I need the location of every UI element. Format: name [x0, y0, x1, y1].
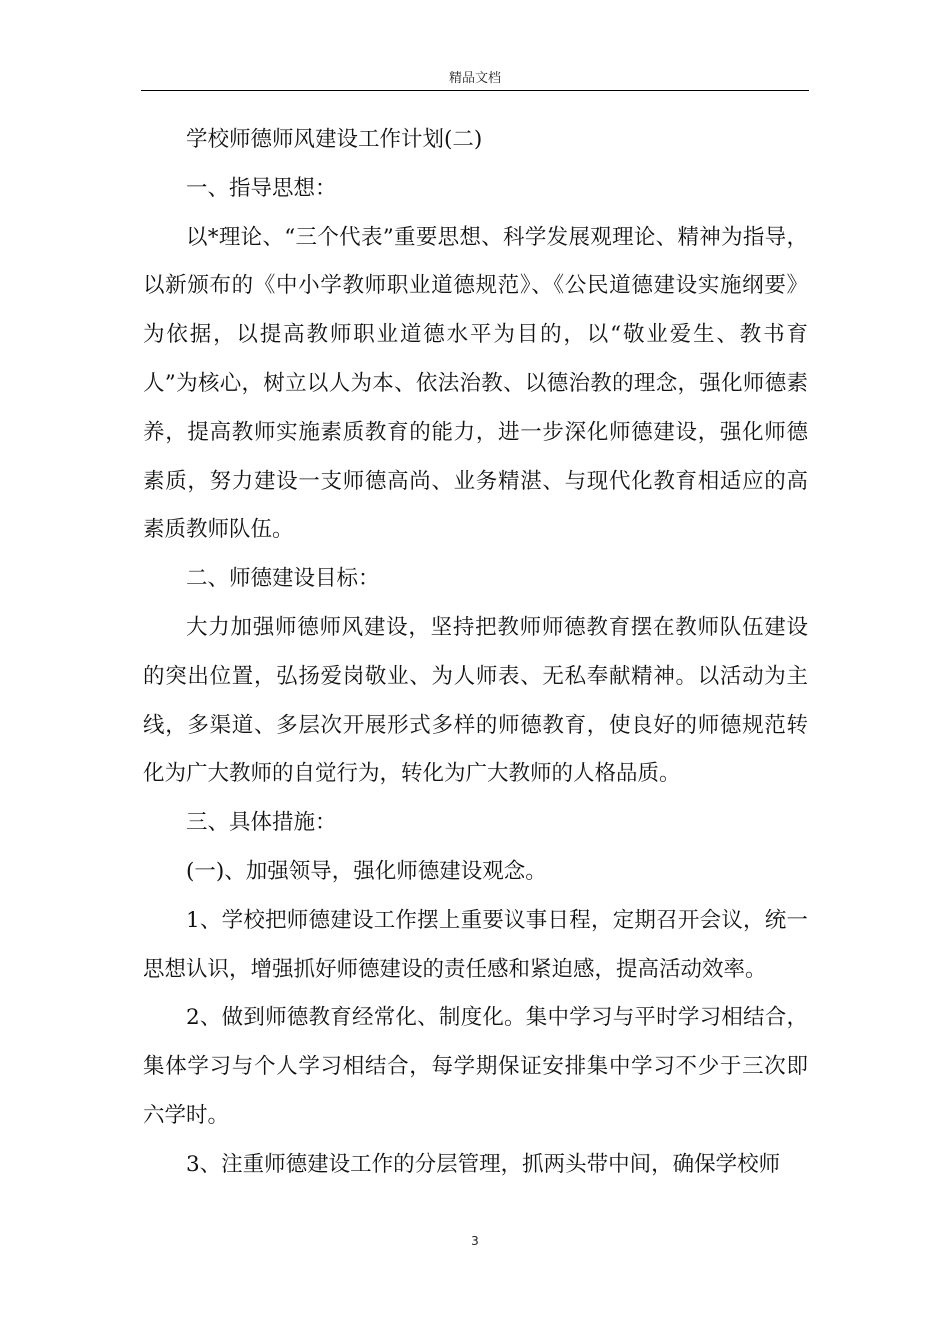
paragraph-measure-2: 2、做到师德教育经常化、制度化。集中学习与平时学习相结合，集体学习与个人学习相结合，每学期保证安排集中学习不少于三次即六学时。 [143, 1005, 808, 1128]
paragraph-goals: 大力加强师德师风建设，坚持把教师师德教育摆在教师队伍建设的突出位置，弘扬爱岗敬业、为人师表、无私奉献精神。以活动为主线，多渠道、多层次开展形式多样的师德教育，使良好的师德规范转化为广大教师的自觉行为，转化为广大教师的人格品质。 [143, 614, 808, 787]
document-title: 学校师德师风建设工作计划(二) [186, 127, 483, 152]
paragraph-measure-1: 1、学校把师德建设工作摆上重要议事日程，定期召开会议，统一思想认识，增强抓好师德建设的责任感和紧迫感，提高活动效率。 [143, 907, 808, 982]
subheading-leadership: (一)、加强领导，强化师德建设观念。 [186, 858, 547, 884]
section-heading-guiding-ideology: 一、指导思想： [186, 175, 337, 201]
page-number: 3 [471, 1234, 479, 1248]
page-header: 精品文档 [141, 68, 809, 91]
document-body [143, 116, 808, 1190]
paragraph-measure-3: 3、注重师德建设工作的分层管理，抓两头带中间，确保学校师 [186, 1151, 781, 1177]
paragraph-guiding-ideology: 以*理论、“三个代表”重要思想、科学发展观理论、精神为指导，以新颁布的《中小学教师职业道德规范》、《公民道德建设实施纲要》为依据，以提高教师职业道德水平为目的，以“敬业爱生、教书育人”为核心，树立以人为本、依法治教、以德治教的理念，强化师德素养，提高教师实施素质教育的能力，进一步深化师德建设，强化师德素质，努力建设一支师德高尚、业务精湛、与现代化教育相适应的高素质教师队伍。 [143, 224, 808, 543]
section-heading-goals: 二、师德建设目标： [186, 566, 380, 592]
section-heading-measures: 三、具体措施： [186, 810, 337, 836]
